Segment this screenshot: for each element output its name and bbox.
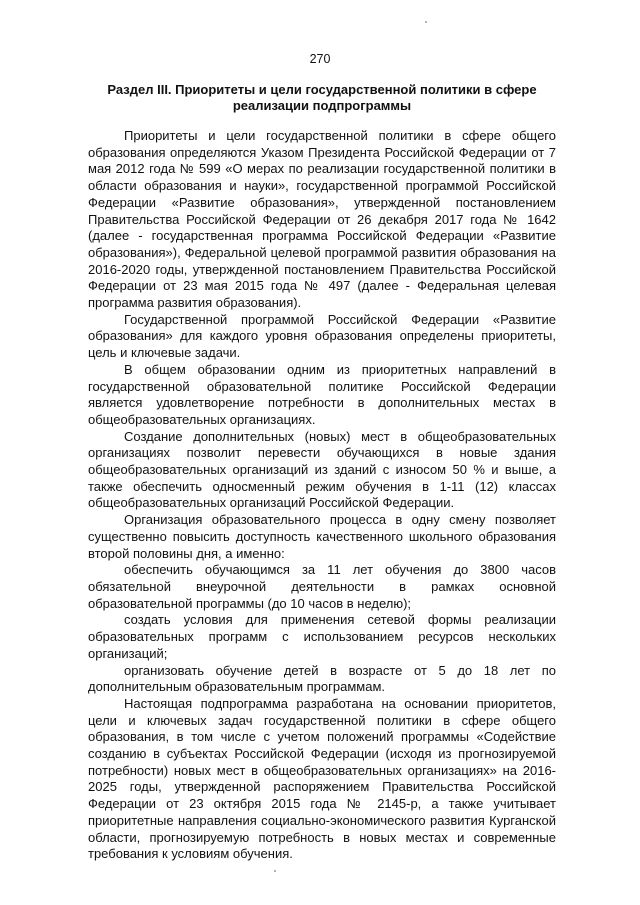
body-text [88,128,556,863]
scan-artifact [425,21,427,23]
paragraph-state-program: Государственной программой Российской Федерации «Развитие образования» для каждого уровня образования определены приоритеты, цель и ключевые задачи. [88,311,556,361]
paragraph-item-extracurricular: обеспечить обучающимся за 11 лет обучения до 3800 часов обязательной внеурочной деятельности в рамках основной образовательной программы (до 10 часов в неделю); [88,562,556,611]
paragraph-new-places: Создание дополнительных (новых) мест в общеобразовательных организациях позволит перевести обучающихся в новые здания общеобразовательных организаций из зданий с износом 50 % и выше, а также обеспечить односменный режим обучения в 1-11 (12) классах общеобразовательных организаций Российской Федерации. [88,428,556,511]
paragraph-item-network: создать условия для применения сетевой формы реализации образовательных программ с использованием ресурсов нескольких организаций; [88,612,556,661]
paragraph-one-shift: Организация образовательного процесса в одну смену позволяет существенно повысить доступность качественного школьного образования второй половины дня, а именно: [88,512,556,561]
section-title: Раздел III. Приоритеты и цели государственной политики в сфере реализации подпрограммы [107,82,537,113]
scan-artifact [274,870,276,872]
paragraph-subprogram-basis: Настоящая подпрограмма разработана на основании приоритетов, цели и ключевых задач государственной политики в сфере общего образования, в том числе с учетом положений программы «Содействие созданию в субъектах Российской Федерации (исходя из прогнозируемой потребности) новых мест в общеобразовательных организациях» на 2016-2025 годы, утвержденной распоряжением Правительства Российской Федерации от 23 октября 2015 года № 2145-р, а также учитывает приоритетные направления социально-экономического развития Курганской области, прогнозируемую потребность в новых местах и современные требования к условиям обучения. [88,695,556,862]
page-number: 270 [309,52,331,66]
paragraph-priorities: Приоритеты и цели государственной политики в сфере общего образования определяются Указом Президента Российской Федерации от 7 мая 2012 года № 599 «О мерах по реализации государственной политики в области образования и науки», государственной программой Российской Федерации «Развитие образования», утвержденной постановлением Правительства Российской Федерации от 26 декабря 2017 года № 1642 (далее - государственная программа Российской Федерации «Развитие образования»), Федеральной целевой программой развития образования на 2016-2020 годы, утвержденной постановлением Правительства Российской Федерации от 23 мая 2015 года № 497 (далее - Федеральная целевая программа развития образования). [88,128,556,311]
paragraph-item-additional: организовать обучение детей в возрасте от 5 до 18 лет по дополнительным образовательным программам. [88,662,556,695]
paragraph-general-education: В общем образовании одним из приоритетных направлений в государственной образовательной политике Российской Федерации является удовлетворение потребности в дополнительных местах в общеобразовательных организациях. [88,361,556,427]
